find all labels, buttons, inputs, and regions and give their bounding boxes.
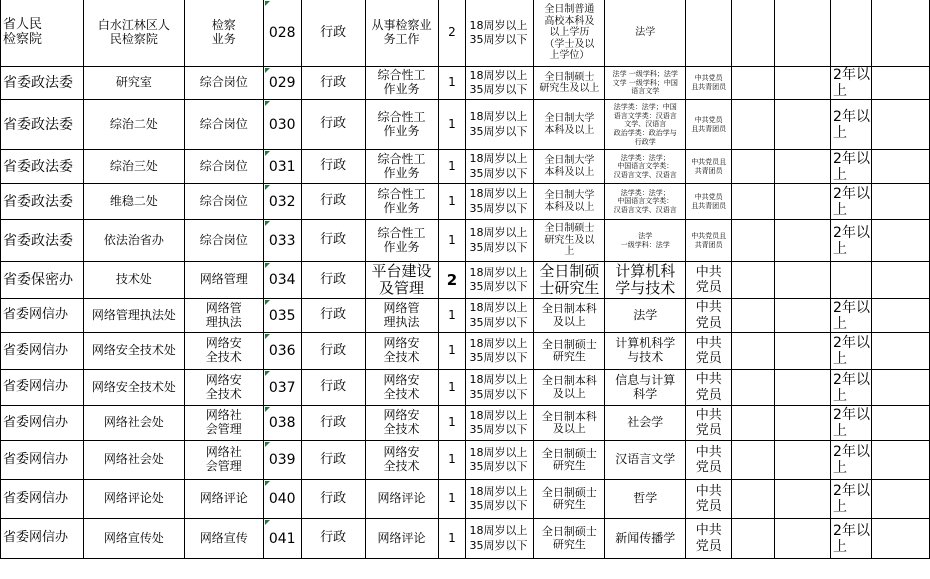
unit-cell: 省委网信办	[1, 519, 84, 559]
blank-cell	[871, 406, 929, 441]
blank-cell	[871, 0, 929, 67]
age-requirement-cell: 18周岁以上 35周岁以下	[466, 441, 534, 480]
extra-requirement-cell	[732, 67, 775, 100]
unit-cell: 省委网信办	[1, 370, 84, 406]
department-cell: 网络安全技术处	[83, 370, 184, 406]
job-description-cell: 综合性工 作业务	[365, 67, 438, 100]
major-cell: 法学	[605, 0, 686, 67]
political-status-cell: 中共党员且 共青团员	[686, 220, 732, 262]
extra-requirement-cell	[732, 150, 775, 184]
department-cell: 白水江林区人 民检察院	[83, 0, 184, 67]
age-requirement-cell: 18周岁以上 35周岁以下	[466, 150, 534, 184]
position-code-cell	[263, 184, 301, 220]
blank-cell	[871, 67, 929, 100]
comment-marker-icon	[265, 407, 270, 412]
political-status-cell: 中共 党员	[686, 406, 732, 441]
blank-cell	[871, 150, 929, 184]
headcount-cell: 1	[438, 184, 466, 220]
age-requirement-cell: 18周岁以上 35周岁以下	[466, 299, 534, 333]
blank-cell	[871, 370, 929, 406]
table-row	[1, 100, 930, 150]
department-cell: 维稳二处	[83, 184, 184, 220]
position-code: 029	[268, 75, 296, 92]
extra-requirement-cell	[732, 262, 775, 299]
age-requirement-cell: 18周岁以上 35周岁以下	[466, 262, 534, 299]
extra-requirement-cell	[732, 480, 775, 519]
extra-requirement-cell	[732, 299, 775, 333]
job-description-cell: 网络管 理执法	[365, 299, 438, 333]
position-code-cell	[263, 150, 301, 184]
experience-cell: 2年以上	[831, 150, 872, 184]
category-cell: 行政	[301, 150, 365, 184]
position-code: 028	[268, 24, 296, 41]
education-cell: 全日制硕士 研究生及以 上	[534, 220, 605, 262]
table-row	[1, 333, 930, 370]
table-row	[1, 220, 930, 262]
post-cell: 综合岗位	[184, 100, 263, 150]
headcount-cell: 1	[438, 370, 466, 406]
political-status-cell: 中共党员 且共青团员	[686, 184, 732, 220]
position-code: 033	[268, 232, 296, 249]
unit-cell: 省委政法委	[1, 220, 84, 262]
category-cell: 行政	[301, 519, 365, 559]
age-requirement-cell: 18周岁以上 35周岁以下	[466, 100, 534, 150]
education-cell: 全日制硕士 研究生	[534, 333, 605, 370]
comment-marker-icon	[265, 334, 270, 339]
comment-marker-icon	[265, 185, 270, 190]
political-status-cell: 中共 党员	[686, 333, 732, 370]
blank-cell	[871, 100, 929, 150]
experience-cell: 2年以上	[831, 441, 872, 480]
comment-marker-icon	[265, 371, 270, 376]
political-status-cell: 中共党员 且共青团员	[686, 67, 732, 100]
position-code-cell	[263, 299, 301, 333]
job-description-cell: 网络安 全技术	[365, 370, 438, 406]
headcount-cell: 1	[438, 220, 466, 262]
major-cell: 哲学	[605, 480, 686, 519]
unit-cell: 省委政法委	[1, 67, 84, 100]
age-requirement-cell: 18周岁以上 35周岁以下	[466, 333, 534, 370]
age-requirement-cell: 18周岁以上 35周岁以下	[466, 220, 534, 262]
position-code: 032	[268, 193, 296, 210]
job-description-cell: 综合性工 作业务	[365, 100, 438, 150]
category-cell: 行政	[301, 480, 365, 519]
comment-marker-icon	[265, 221, 270, 226]
department-cell: 网络管理执法处	[83, 299, 184, 333]
blank-cell	[775, 441, 831, 480]
blank-cell	[775, 150, 831, 184]
unit-cell: 省委政法委	[1, 150, 84, 184]
comment-marker-icon	[265, 101, 270, 106]
age-requirement-cell: 18周岁以上 35周岁以下	[466, 0, 534, 67]
post-cell: 网络管理	[184, 262, 263, 299]
experience-cell: 2年以上	[831, 67, 872, 100]
job-description-cell: 网络安 全技术	[365, 406, 438, 441]
experience-cell: 2年以上	[831, 220, 872, 262]
post-cell: 综合岗位	[184, 67, 263, 100]
major-cell: 信息与计算 科学	[605, 370, 686, 406]
education-cell: 全日制本科 及以上	[534, 370, 605, 406]
post-cell: 综合岗位	[184, 184, 263, 220]
position-code-cell	[263, 441, 301, 480]
political-status-cell	[686, 0, 732, 67]
education-cell: 全日制普通 高校本科及 以上学历 （学士及以 上学位）	[534, 0, 605, 67]
position-code: 035	[268, 307, 296, 324]
unit-cell: 省委保密办	[1, 262, 84, 299]
category-cell: 行政	[301, 0, 365, 67]
table-row	[1, 370, 930, 406]
department-cell: 综治二处	[83, 100, 184, 150]
headcount-cell: 1	[438, 299, 466, 333]
education-cell: 全日制硕士 研究生	[534, 480, 605, 519]
job-description-cell: 平台建设 及管理	[365, 262, 438, 299]
post-cell: 网络社 会管理	[184, 441, 263, 480]
headcount-cell: 1	[438, 333, 466, 370]
position-code: 037	[268, 379, 296, 396]
extra-requirement-cell	[732, 220, 775, 262]
post-cell: 综合岗位	[184, 150, 263, 184]
experience-cell: 2年以上	[831, 370, 872, 406]
comment-marker-icon	[265, 481, 270, 486]
position-code-cell	[263, 406, 301, 441]
extra-requirement-cell	[732, 370, 775, 406]
blank-cell	[775, 519, 831, 559]
education-cell: 全日制硕士 研究生及以上	[534, 67, 605, 100]
age-requirement-cell: 18周岁以上 35周岁以下	[466, 480, 534, 519]
department-cell: 综治三处	[83, 150, 184, 184]
blank-cell	[775, 480, 831, 519]
headcount-cell: 1	[438, 150, 466, 184]
job-description-cell: 网络安 全技术	[365, 333, 438, 370]
department-cell: 网络安全技术处	[83, 333, 184, 370]
major-cell: 法学 一级学科：法学	[605, 220, 686, 262]
department-cell: 技术处	[83, 262, 184, 299]
blank-cell	[871, 299, 929, 333]
position-code-cell	[263, 519, 301, 559]
unit-cell: 省委政法委	[1, 184, 84, 220]
experience-cell: 2年以上	[831, 480, 872, 519]
post-cell: 网络安 全技术	[184, 333, 263, 370]
political-status-cell: 中共 党员	[686, 299, 732, 333]
extra-requirement-cell	[732, 441, 775, 480]
headcount-cell: 1	[438, 480, 466, 519]
position-code-cell	[263, 220, 301, 262]
age-requirement-cell: 18周岁以上 35周岁以下	[466, 519, 534, 559]
comment-marker-icon	[265, 263, 270, 268]
table-row	[1, 519, 930, 559]
age-requirement-cell: 18周岁以上 35周岁以下	[466, 67, 534, 100]
position-code-cell	[263, 0, 301, 67]
position-code-cell	[263, 67, 301, 100]
blank-cell	[775, 0, 831, 67]
position-code: 031	[268, 158, 296, 175]
headcount-cell: 1	[438, 67, 466, 100]
job-description-cell: 综合性工 作业务	[365, 220, 438, 262]
headcount-cell: 1	[438, 519, 466, 559]
position-code-cell	[263, 370, 301, 406]
comment-marker-icon	[265, 68, 270, 73]
education-cell: 全日制大学 本科及以上	[534, 150, 605, 184]
job-description-cell: 网络评论	[365, 519, 438, 559]
experience-cell	[831, 262, 872, 299]
major-cell: 汉语言文学	[605, 441, 686, 480]
unit-cell: 省委政法委	[1, 100, 84, 150]
position-code: 040	[268, 491, 296, 508]
major-cell: 法学 一级学科；法学 文学 一级学科；中国 语言文学	[605, 67, 686, 100]
headcount-cell: 2	[438, 262, 466, 299]
major-cell: 计算机科 学与技术	[605, 262, 686, 299]
position-code: 034	[268, 272, 296, 289]
department-cell: 网络宣传处	[83, 519, 184, 559]
post-cell: 网络管 理执法	[184, 299, 263, 333]
category-cell: 行政	[301, 406, 365, 441]
major-cell: 新闻传播学	[605, 519, 686, 559]
comment-marker-icon	[265, 151, 270, 156]
post-cell: 网络社 会管理	[184, 406, 263, 441]
blank-cell	[871, 220, 929, 262]
comment-marker-icon	[265, 1, 270, 6]
blank-cell	[775, 67, 831, 100]
extra-requirement-cell	[732, 406, 775, 441]
post-cell: 网络评论	[184, 480, 263, 519]
major-cell: 法学类：法学；中国 语言文学类：汉语言 文学、汉语言 政治学类：政治学与 行政学	[605, 100, 686, 150]
post-cell: 综合岗位	[184, 220, 263, 262]
blank-cell	[871, 441, 929, 480]
comment-marker-icon	[265, 520, 270, 525]
blank-cell	[871, 480, 929, 519]
age-requirement-cell: 18周岁以上 35周岁以下	[466, 370, 534, 406]
headcount-cell: 1	[438, 100, 466, 150]
blank-cell	[775, 184, 831, 220]
experience-cell: 2年以上	[831, 184, 872, 220]
post-cell: 检察 业务	[184, 0, 263, 67]
unit-cell: 省委网信办	[1, 480, 84, 519]
blank-cell	[775, 299, 831, 333]
extra-requirement-cell	[732, 184, 775, 220]
political-status-cell: 中共 党员	[686, 370, 732, 406]
extra-requirement-cell	[732, 0, 775, 67]
unit-cell: 省委网信办	[1, 299, 84, 333]
position-code: 036	[268, 343, 296, 360]
job-description-cell: 综合性工 作业务	[365, 150, 438, 184]
table-row	[1, 441, 930, 480]
position-code-cell	[263, 100, 301, 150]
category-cell: 行政	[301, 441, 365, 480]
table-row	[1, 406, 930, 441]
major-cell: 法学类：法学； 中国语言文学类： 汉语言文学、汉语言	[605, 150, 686, 184]
position-code-cell	[263, 262, 301, 299]
experience-cell: 2年以上	[831, 299, 872, 333]
position-code: 041	[268, 530, 296, 547]
education-cell: 全日制本科 及以上	[534, 406, 605, 441]
experience-cell: 2年以上	[831, 406, 872, 441]
job-description-cell: 从事检察业 务工作	[365, 0, 438, 67]
job-description-cell: 网络安 全技术	[365, 441, 438, 480]
department-cell: 网络评论处	[83, 480, 184, 519]
education-cell: 全日制大学 本科及以上	[534, 100, 605, 150]
education-cell: 全日制本科 及以上	[534, 299, 605, 333]
category-cell: 行政	[301, 184, 365, 220]
category-cell: 行政	[301, 370, 365, 406]
table-row	[1, 67, 930, 100]
department-cell: 依法治省办	[83, 220, 184, 262]
education-cell: 全日制硕 士研究生	[534, 262, 605, 299]
category-cell: 行政	[301, 100, 365, 150]
table-row	[1, 184, 930, 220]
comment-marker-icon	[265, 300, 270, 305]
department-cell: 网络社会处	[83, 441, 184, 480]
political-status-cell: 中共 党员	[686, 262, 732, 299]
political-status-cell: 中共党员且 共青团员	[686, 150, 732, 184]
blank-cell	[775, 333, 831, 370]
department-cell: 网络社会处	[83, 406, 184, 441]
department-cell: 研究室	[83, 67, 184, 100]
post-cell: 网络安 全技术	[184, 370, 263, 406]
political-status-cell: 中共 党员	[686, 480, 732, 519]
experience-cell: 2年以上	[831, 333, 872, 370]
job-description-cell: 网络评论	[365, 480, 438, 519]
education-cell: 全日制硕士 研究生	[534, 519, 605, 559]
political-status-cell: 中共党员 且共青团员	[686, 100, 732, 150]
position-code: 038	[268, 415, 296, 432]
blank-cell	[871, 184, 929, 220]
age-requirement-cell: 18周岁以上 35周岁以下	[466, 406, 534, 441]
major-cell: 法学	[605, 299, 686, 333]
category-cell: 行政	[301, 262, 365, 299]
major-cell: 社会学	[605, 406, 686, 441]
position-code-cell	[263, 333, 301, 370]
position-code-cell	[263, 480, 301, 519]
category-cell: 行政	[301, 333, 365, 370]
headcount-cell: 2	[438, 0, 466, 67]
blank-cell	[871, 519, 929, 559]
extra-requirement-cell	[732, 100, 775, 150]
political-status-cell: 中共 党员	[686, 519, 732, 559]
unit-cell: 省委网信办	[1, 441, 84, 480]
blank-cell	[775, 262, 831, 299]
extra-requirement-cell	[732, 333, 775, 370]
blank-cell	[775, 100, 831, 150]
education-cell: 全日制大学 本科及以上	[534, 184, 605, 220]
table-row	[1, 0, 930, 67]
major-cell: 法学类：法学； 中国语言文学类： 汉语言文学、汉语言	[605, 184, 686, 220]
comment-marker-icon	[265, 442, 270, 447]
experience-cell: 2年以上	[831, 100, 872, 150]
blank-cell	[871, 262, 929, 299]
extra-requirement-cell	[732, 519, 775, 559]
table-row	[1, 299, 930, 333]
category-cell: 行政	[301, 220, 365, 262]
blank-cell	[775, 406, 831, 441]
major-cell: 计算机科学 与技术	[605, 333, 686, 370]
position-code: 039	[268, 452, 296, 469]
unit-cell: 省委网信办	[1, 333, 84, 370]
table-row	[1, 480, 930, 519]
unit-cell: 省委网信办	[1, 406, 84, 441]
headcount-cell: 1	[438, 406, 466, 441]
political-status-cell: 中共 党员	[686, 441, 732, 480]
table-row	[1, 150, 930, 184]
age-requirement-cell: 18周岁以上 35周岁以下	[466, 184, 534, 220]
headcount-cell: 1	[438, 441, 466, 480]
experience-cell	[831, 0, 872, 67]
education-cell: 全日制硕士 研究生	[534, 441, 605, 480]
position-code: 030	[268, 116, 296, 133]
blank-cell	[775, 220, 831, 262]
category-cell: 行政	[301, 299, 365, 333]
job-description-cell: 综合性工 作业务	[365, 184, 438, 220]
experience-cell: 2年以上	[831, 519, 872, 559]
category-cell: 行政	[301, 67, 365, 100]
post-cell: 网络宣传	[184, 519, 263, 559]
blank-cell	[871, 333, 929, 370]
blank-cell	[775, 370, 831, 406]
table-row	[1, 262, 930, 299]
unit-cell: 省人民 检察院	[1, 0, 84, 67]
